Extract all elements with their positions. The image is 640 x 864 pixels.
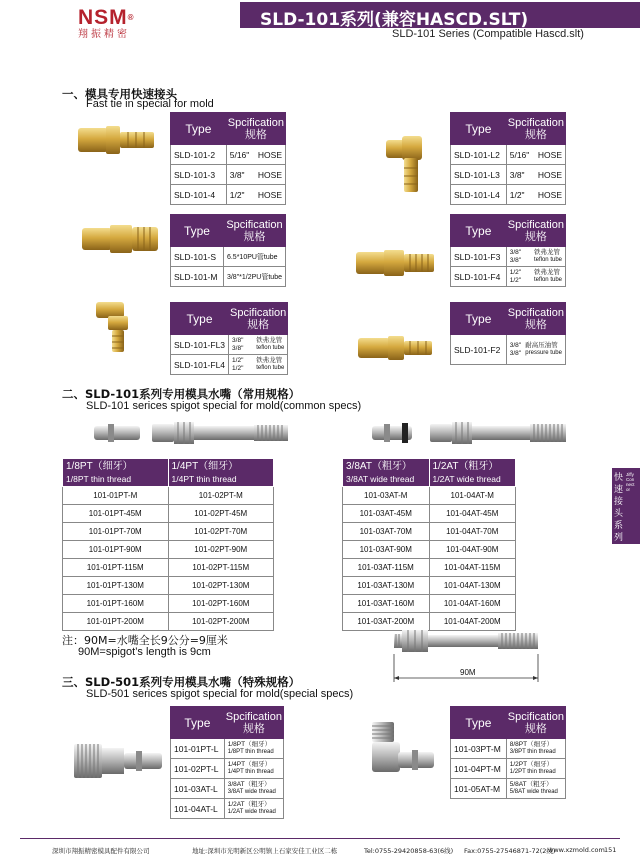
side-tab-label-en: Jiffy Connector xyxy=(626,472,635,492)
table-row: 101-01PT-L 1/8PT（细牙） 1/8PT thin thread xyxy=(171,739,284,759)
col-spec: Spcification 规格 xyxy=(226,113,285,145)
table-row: SLD-101-L2 5/16" HOSE xyxy=(451,145,566,165)
brand-logo xyxy=(78,8,168,42)
table-row: 101-03AT-70M 101-04AT-70M xyxy=(343,523,516,541)
push-in-tube-fitting-image xyxy=(80,222,162,256)
table-row: 101-03AT-M 101-04AT-M xyxy=(343,487,516,505)
col-type: Type xyxy=(451,113,507,145)
table-row: 101-03AT-200M 101-04AT-200M xyxy=(343,613,516,631)
col-type: Type xyxy=(171,303,229,335)
table-row: 101-03AT-45M 101-04AT-45M xyxy=(343,505,516,523)
footer-tel: Tel:0755-29420858-63(6线) xyxy=(364,847,454,855)
table-row: 101-04PT-M 1/2PT（细牙） 1/2PT thin thread xyxy=(451,759,566,779)
table-row: SLD-101-3 3/8" HOSE xyxy=(171,165,286,185)
spec-table-long-spigot xyxy=(170,706,284,819)
table-thin-thread-spigots xyxy=(62,458,274,631)
section1-heading-cn: 一、模具专用快速接头 xyxy=(62,87,177,101)
table-row: SLD-101-4 1/2" HOSE xyxy=(171,185,286,205)
spec-table-teflon-straight xyxy=(450,214,566,287)
col-spec: Spcification 规格 xyxy=(506,113,565,145)
elbow-hose-fitting-image xyxy=(384,132,428,196)
footer-company: 深圳市翔振精密模具配件有限公司 xyxy=(52,847,150,855)
table-row: 101-03AT-90M 101-04AT-90M xyxy=(343,541,516,559)
side-tab-label-cn: 快速接头系列 xyxy=(614,473,624,543)
table-row: SLD-101-F4 1/2" 1/2" 铁弗龙管 teflon tube xyxy=(451,267,566,287)
elbow-spigot-image xyxy=(368,718,438,788)
table-row: 101-01PT-45M 101-02PT-45M xyxy=(63,505,274,523)
spec-table-elbow-hose xyxy=(450,112,566,205)
page-title: SLD-101系列(兼容HASCD.SLT) xyxy=(260,10,529,30)
table-wide-thread-spigots xyxy=(342,458,516,631)
table-row: 101-03AT-L 3/8AT（粗牙） 3/8AT wide thread xyxy=(171,779,284,799)
table-row: 101-03PT-M 8/8PT（细牙） 3/8PT thin thread xyxy=(451,739,566,759)
spigot-wide-thread-image xyxy=(370,420,570,446)
table-row: SLD-101-F3 3/8" 3/8" 铁弗龙管 teflon tube xyxy=(451,247,566,267)
col-1-8pt: 1/8PT（细牙） 1/8PT thin thread xyxy=(63,459,169,487)
footer-website: www.xzmold.com xyxy=(548,846,605,854)
table-row: 101-03AT-160M 101-04AT-160M xyxy=(343,595,516,613)
col-type: Type xyxy=(171,113,227,145)
footer-address: 地址:深圳市光明新区公明镇上石家安佳工业区二栋 xyxy=(192,847,338,855)
elbow-teflon-fitting-image xyxy=(94,300,142,356)
table-row: SLD-101-S 6.5*10PU管tube xyxy=(171,247,286,267)
table-row: 101-01PT-200M 101-02PT-200M xyxy=(63,613,274,631)
spec-table-push-in-tube xyxy=(170,214,286,287)
section2-heading-en: SLD-101 serices spigot special for mold(common specs) xyxy=(86,400,362,412)
col-3-8at: 3/8AT（粗牙） 3/8AT wide thread xyxy=(343,459,430,487)
col-type: Type xyxy=(171,707,225,739)
straight-hose-fitting-image xyxy=(76,122,158,158)
section3-heading-en: SLD-501 serices spigot special for mold(special specs) xyxy=(86,688,354,700)
page-subtitle: SLD-101 Series (Compatible Hascd.slt) xyxy=(392,28,584,40)
col-type: Type xyxy=(451,707,507,739)
col-spec: Spcification 规格 xyxy=(223,215,285,247)
logo-chinese-name: 翔振精密 xyxy=(78,29,130,40)
spec-table-straight-hose xyxy=(170,112,286,205)
footer-divider xyxy=(20,838,620,839)
section3-heading-cn: 三、SLD-501系列专用模具水嘴（特殊规格） xyxy=(62,675,301,689)
long-thread-spigot-image xyxy=(72,738,166,784)
table-row: 101-01PT-160M 101-02PT-160M xyxy=(63,595,274,613)
col-1-2at: 1/2AT（粗牙） 1/2AT wide thread xyxy=(429,459,516,487)
logo-text: NSM xyxy=(78,6,128,29)
col-spec: Spcification 规格 xyxy=(506,707,565,739)
table-row: 101-01PT-70M 101-02PT-70M xyxy=(63,523,274,541)
logo-registered-mark: ® xyxy=(127,13,135,22)
dimension-label: 90M xyxy=(460,668,476,677)
table-row: SLD-101-M 3/8"*1/2PU管tube xyxy=(171,267,286,287)
col-spec: Spcification 规格 xyxy=(506,303,565,335)
page-number: 151 xyxy=(604,846,617,854)
table-row: SLD-101-FL4 1/2" 1/2" 铁弗龙管 teflon tube xyxy=(171,355,288,375)
table-row: SLD-101-2 5/16" HOSE xyxy=(171,145,286,165)
table-row: 101-01PT-115M 101-02PT-115M xyxy=(63,559,274,577)
table-row: 101-01PT-130M 101-02PT-130M xyxy=(63,577,274,595)
table-row: SLD-101-L4 1/2" HOSE xyxy=(451,185,566,205)
note-cn: 注：90M=水嘴全长9公分=9厘米 xyxy=(62,634,228,647)
note-en: 90M=spigot’s length is 9cm xyxy=(78,646,211,658)
col-spec: Spcification 规格 xyxy=(506,215,565,247)
pressure-tube-fitting-image xyxy=(356,334,436,362)
table-row: 101-03AT-130M 101-04AT-130M xyxy=(343,577,516,595)
spec-table-teflon-elbow xyxy=(170,302,288,375)
teflon-flare-fitting-image xyxy=(354,248,438,278)
section2-heading-cn: 二、SLD-101系列专用模具水嘴（常用规格） xyxy=(62,387,301,401)
col-type: Type xyxy=(171,215,224,247)
table-row: SLD-101-L3 3/8" HOSE xyxy=(451,165,566,185)
table-row: SLD-101-FL3 3/8" 3/8" 铁弗龙管 teflon tube xyxy=(171,335,288,355)
table-row: 101-05AT-M 5/8AT（粗牙） 5/8AT wide thread xyxy=(451,779,566,799)
col-1-4pt: 1/4PT（细牙） 1/4PT thin thread xyxy=(168,459,274,487)
spec-table-elbow-spigot xyxy=(450,706,566,799)
col-type: Type xyxy=(451,215,507,247)
table-row: 101-03AT-115M 101-04AT-115M xyxy=(343,559,516,577)
table-row: 101-02PT-L 1/4PT（细牙） 1/4PT thin thread xyxy=(171,759,284,779)
table-row: SLD-101-F2 3/8" 3/8" 耐高压油管 pressure tube xyxy=(451,335,566,365)
table-row: 101-01PT-M 101-02PT-M xyxy=(63,487,274,505)
col-spec: Spcification 规格 xyxy=(229,303,288,335)
section1-heading-en: Fast tie in special for mold xyxy=(86,98,214,110)
table-row: 101-04AT-L 1/2AT（粗牙） 1/2AT wide thread xyxy=(171,799,284,819)
col-type: Type xyxy=(451,303,507,335)
spigot-thin-thread-image xyxy=(92,420,292,446)
table-row: 101-01PT-90M 101-02PT-90M xyxy=(63,541,274,559)
col-spec: Spcification 规格 xyxy=(224,707,283,739)
spec-table-pressure-tube xyxy=(450,302,566,365)
footer-fax: Fax:0755-27546871-72(2线) xyxy=(464,847,556,855)
spigot-90m-dimension-image xyxy=(388,626,548,686)
